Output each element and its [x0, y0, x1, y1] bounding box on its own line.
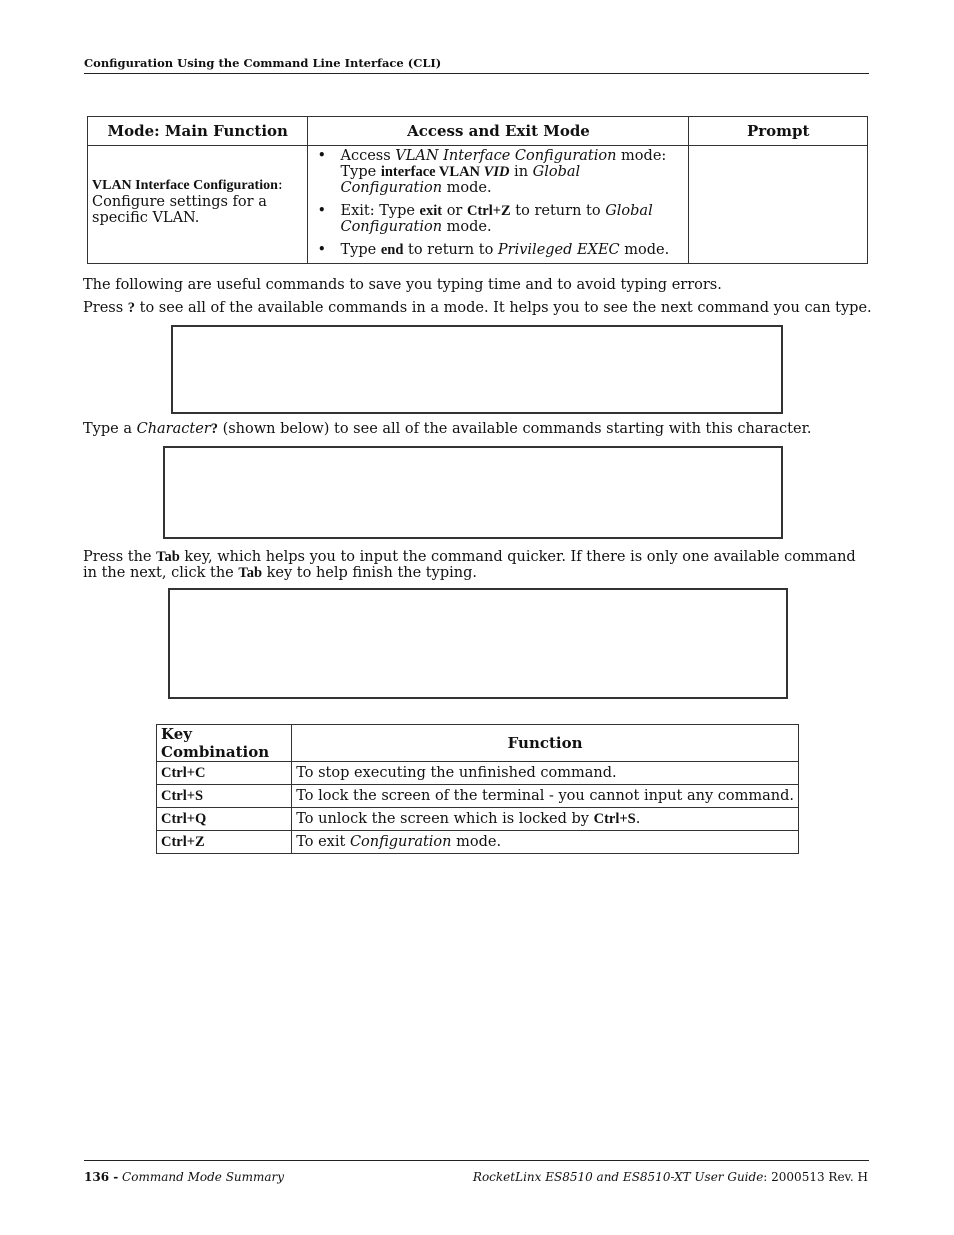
mode-table-row — [88, 146, 868, 264]
mode-table-header-prompt: Prompt — [689, 117, 868, 146]
table-row — [157, 808, 799, 831]
table-row — [157, 785, 799, 808]
mode-table-header-row — [88, 117, 868, 146]
footer-section: Command Mode Summary — [122, 1170, 285, 1184]
paragraph-question-mark: Press ? to see all of the available commands in a mode. It helps you to see the next command you can type. — [83, 300, 872, 316]
key-table-header-function: Function — [292, 725, 799, 762]
mode-cell — [88, 146, 308, 264]
table-row — [157, 762, 799, 785]
access-exit-list — [312, 148, 684, 258]
function-cell: To exit Configuration mode. — [292, 831, 799, 854]
key-cell: Ctrl+S — [157, 785, 292, 808]
end-item: • Type end to return to Privileged EXEC mode. — [312, 242, 684, 258]
cli-screenshot-box-1 — [171, 325, 783, 414]
table-row — [157, 831, 799, 854]
mode-description: : Configure settings for a specific VLAN. — [92, 177, 283, 226]
running-header: Configuration Using the Command Line Interface (CLI) — [84, 56, 442, 70]
prompt-cell — [689, 146, 868, 264]
header-rule — [84, 73, 869, 74]
cli-screenshot-box-3 — [168, 588, 788, 699]
footer-document-info — [473, 1170, 868, 1184]
exit-item: • Exit: Type exit or Ctrl+Z to return to Global Configuration mode. — [312, 203, 684, 235]
access-item: • Access VLAN Interface Configuration mode: Type interface VLAN VID in Global Configuration mode. — [312, 148, 684, 196]
footer-rule — [84, 1160, 869, 1161]
mode-table-header-mode: Mode: Main Function — [88, 117, 308, 146]
key-cell: Ctrl+C — [157, 762, 292, 785]
page-number: 136 - — [84, 1170, 119, 1184]
mode-name: VLAN Interface Configuration — [92, 178, 278, 193]
function-cell: To lock the screen of the terminal - you cannot input any command. — [292, 785, 799, 808]
key-table-header-key: Key Combination — [157, 725, 292, 762]
function-cell: To stop executing the unfinished command. — [292, 762, 799, 785]
footer-doc-ref: : 2000513 Rev. H — [763, 1170, 868, 1184]
paragraph-tab-key: Press the Tab key, which helps you to input the command quicker. If there is only one available command in the next, click the Tab key to help finish the typing. — [83, 549, 856, 581]
key-combination-table — [156, 724, 799, 854]
paragraph-typing-tips: The following are useful commands to save you typing time and to avoid typing errors. — [83, 277, 722, 293]
function-cell: To unlock the screen which is locked by Ctrl+S. — [292, 808, 799, 831]
key-table-header-row — [157, 725, 799, 762]
access-exit-cell — [308, 146, 689, 264]
key-cell: Ctrl+Q — [157, 808, 292, 831]
mode-table-header-access: Access and Exit Mode — [308, 117, 689, 146]
footer-product: RocketLinx ES8510 and ES8510-XT User Guide — [472, 1170, 764, 1184]
paragraph-character-question: Type a Character? (shown below) to see all of the available commands starting with this character. — [83, 421, 812, 437]
mode-table — [87, 116, 868, 264]
footer-page-info — [84, 1170, 284, 1184]
key-cell: Ctrl+Z — [157, 831, 292, 854]
cli-screenshot-box-2 — [163, 446, 783, 539]
